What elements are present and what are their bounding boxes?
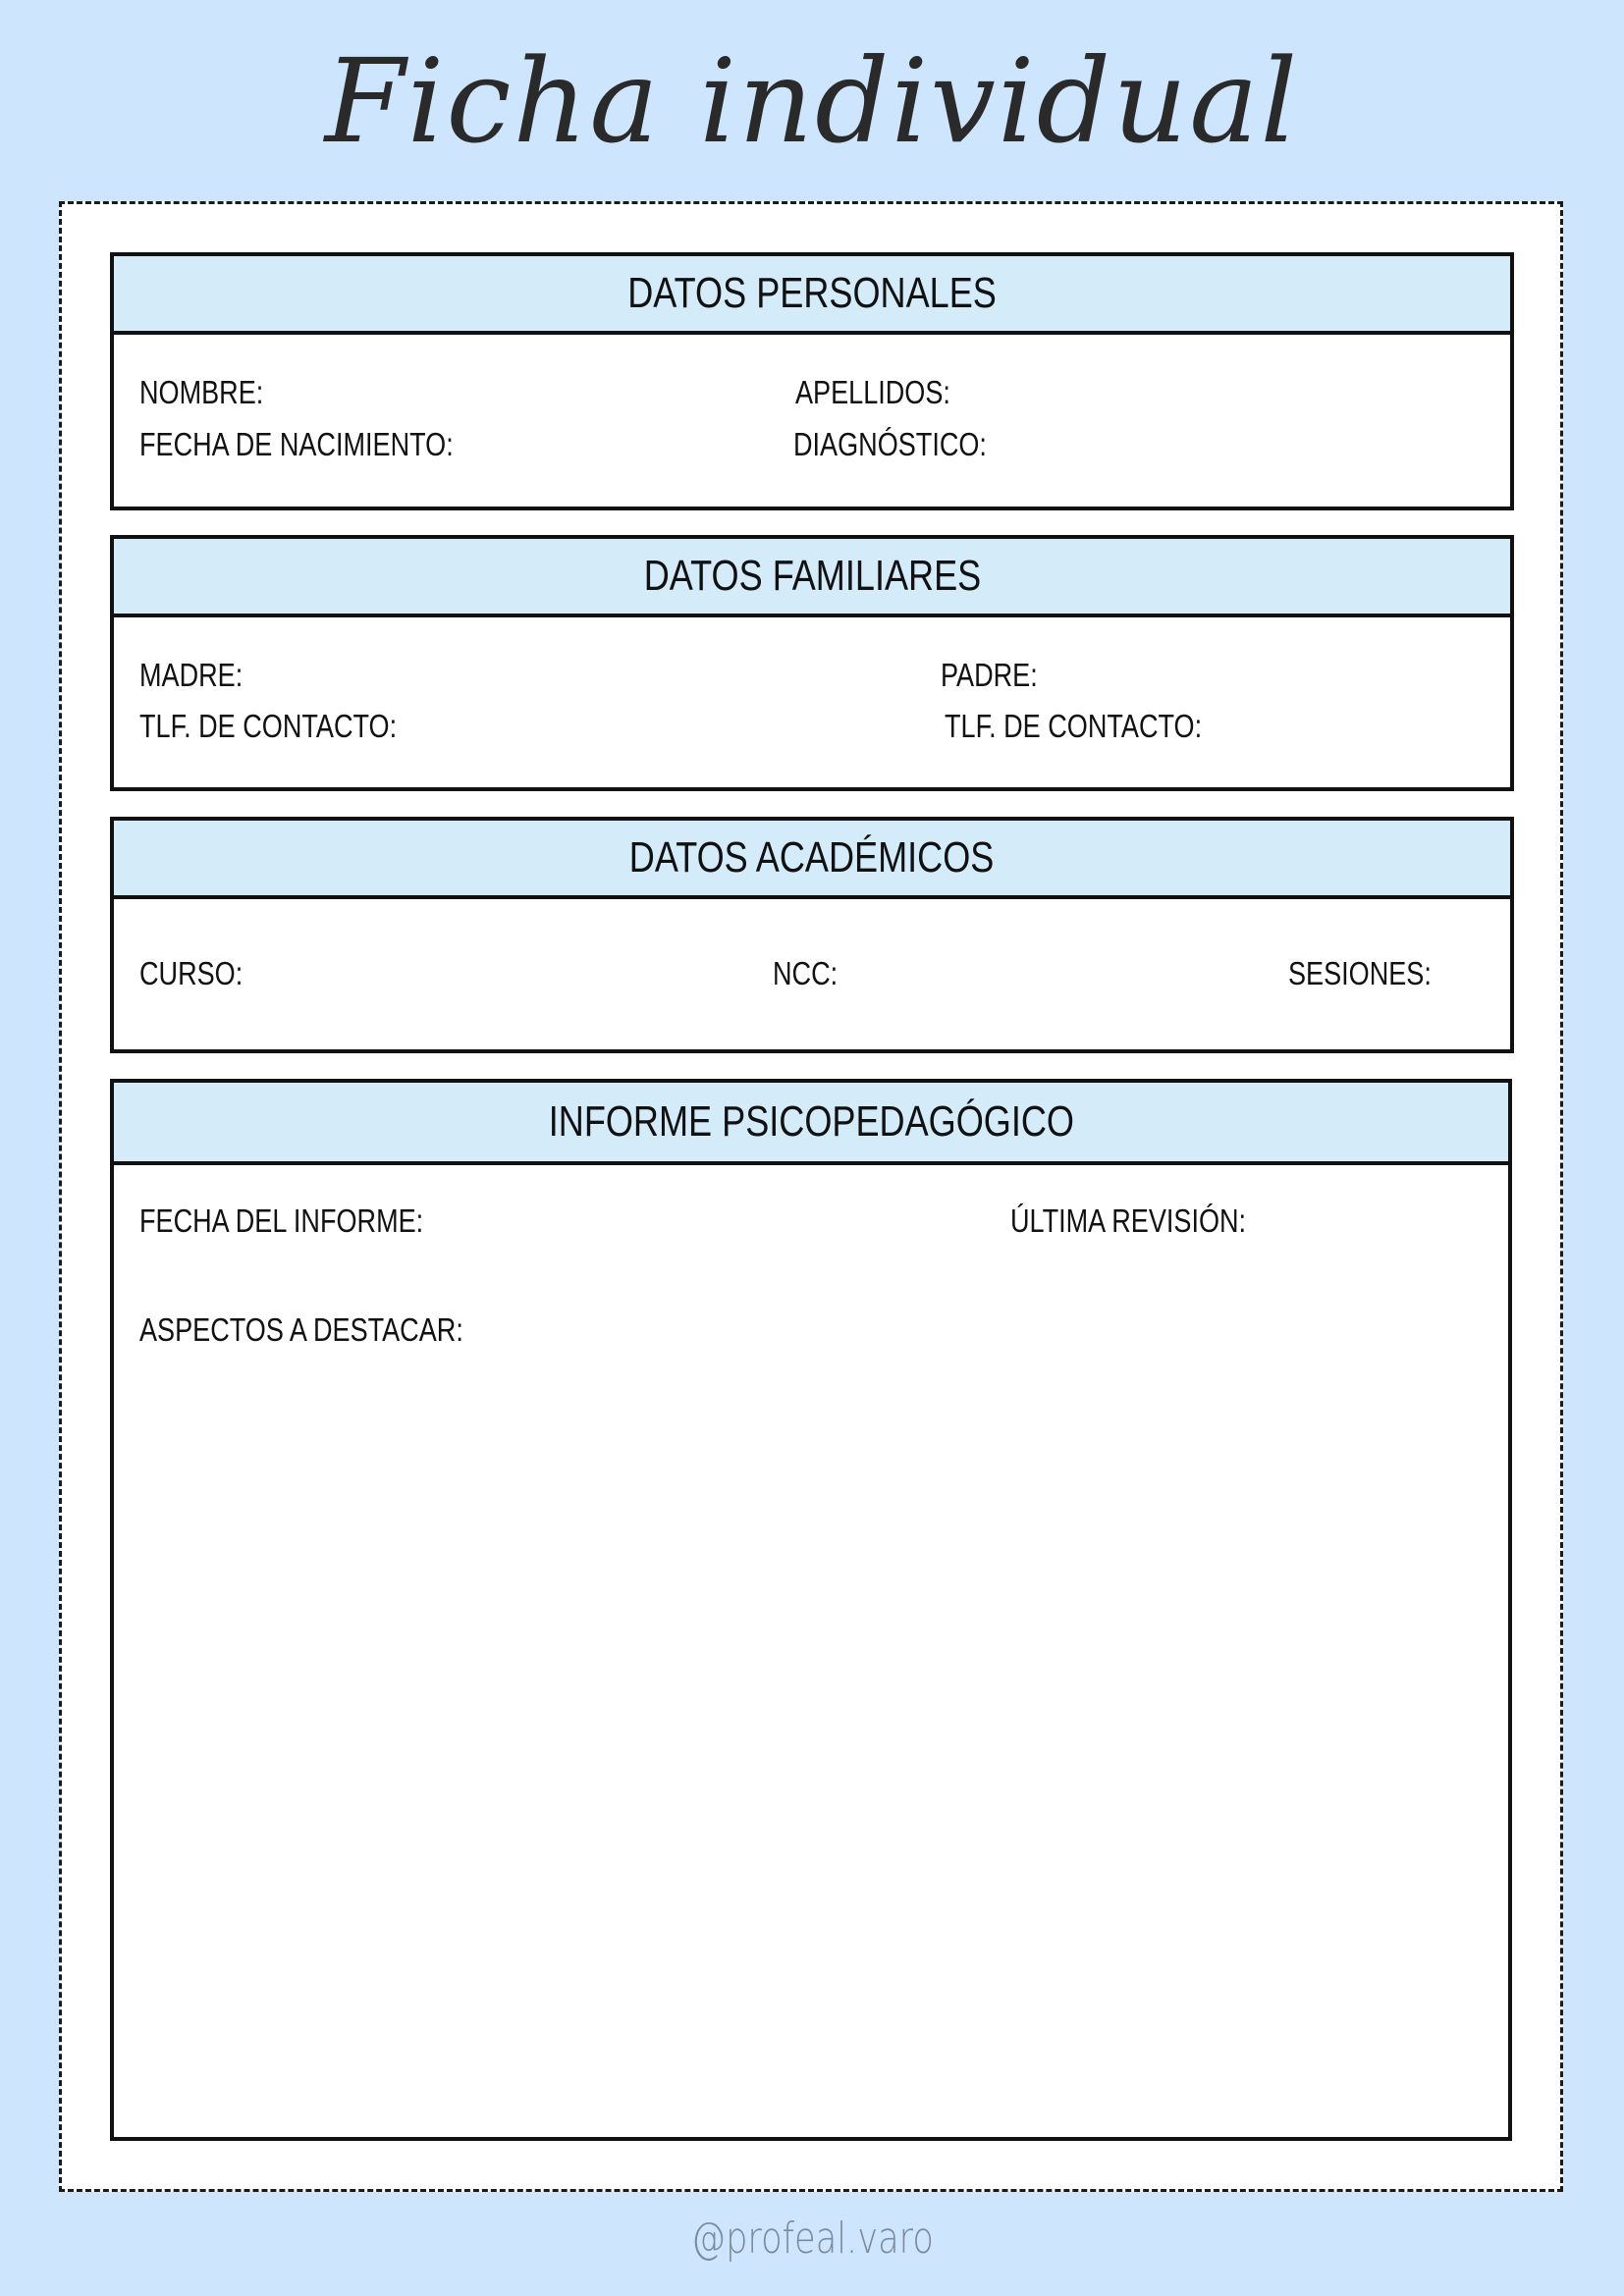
tlf-madre-field[interactable]: TLF. DE CONTACTO: <box>139 708 398 744</box>
ultima-revision-field[interactable]: ÚLTIMA REVISIÓN: <box>1010 1202 1247 1239</box>
section-datos-familiares <box>110 535 1514 791</box>
section-heading: INFORME PSICOPEDAGÓGICO <box>114 1083 1508 1165</box>
nombre-field[interactable]: NOMBRE: <box>139 374 264 410</box>
section-informe-psicopedagogico <box>110 1079 1512 2141</box>
sesiones-field[interactable]: SESIONES: <box>1288 955 1432 991</box>
fecha-informe-field[interactable]: FECHA DEL INFORME: <box>139 1202 424 1239</box>
section-heading: DATOS ACADÉMICOS <box>114 821 1510 899</box>
diagnostico-field[interactable]: DIAGNÓSTICO: <box>793 426 987 462</box>
fecha-nacimiento-field[interactable]: FECHA DE NACIMIENTO: <box>139 426 454 462</box>
section-datos-personales <box>110 252 1514 510</box>
apellidos-field[interactable]: APELLIDOS: <box>795 374 950 410</box>
aspectos-destacar-field[interactable]: ASPECTOS A DESTACAR: <box>139 1311 463 1348</box>
section-heading: DATOS PERSONALES <box>114 256 1510 335</box>
tlf-padre-field[interactable]: TLF. DE CONTACTO: <box>945 708 1203 744</box>
curso-field[interactable]: CURSO: <box>139 955 244 991</box>
section-heading: DATOS FAMILIARES <box>114 539 1510 617</box>
madre-field[interactable]: MADRE: <box>139 657 244 693</box>
author-handle: @profeal.varo <box>690 2214 934 2264</box>
ncc-field[interactable]: NCC: <box>773 955 839 991</box>
page-title: Ficha individual <box>324 33 1300 169</box>
padre-field[interactable]: PADRE: <box>941 657 1038 693</box>
section-datos-academicos <box>110 817 1514 1053</box>
